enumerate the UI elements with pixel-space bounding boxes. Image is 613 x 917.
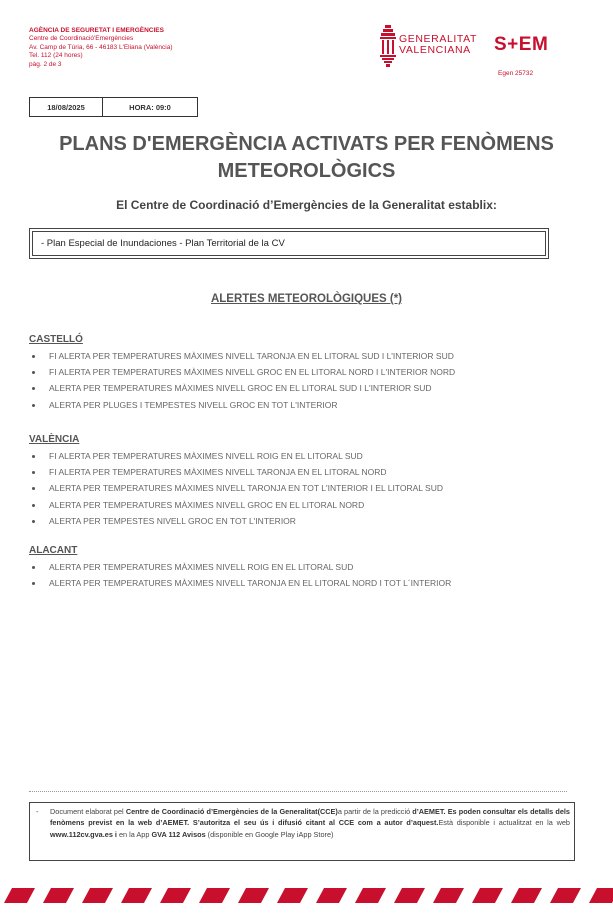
agency-info bbox=[29, 27, 172, 69]
region-valencia bbox=[29, 434, 589, 529]
region-castello bbox=[29, 334, 589, 413]
region-name: CASTELLÓ bbox=[29, 334, 83, 345]
page-title bbox=[20, 131, 593, 185]
alert-item: ALERTA PER TEMPERATURES MÀXIMES NIVELL GROC EN EL LITORAL SUD I L'INTERIOR SUD bbox=[29, 380, 589, 396]
egen-code: Egen 25732 bbox=[498, 70, 534, 77]
footer-text-2: a partir de la predicció bbox=[337, 807, 413, 816]
alert-item: ALERTA PER PLUGES I TEMPESTES NIVELL GROC EN TOT L'INTERIOR bbox=[29, 397, 589, 413]
alert-item: FI ALERTA PER TEMPERATURES MÀXIMES NIVELL TARONJA EN EL LITORAL NORD bbox=[29, 464, 589, 480]
agency-address: Av. Camp de Túria, 66 - 46183 L'Eliana (València) bbox=[29, 43, 173, 51]
alert-item: ALERTA PER TEMPERATURES MÀXIMES NIVELL TARONJA EN EL LITORAL NORD I TOT L´INTERIOR bbox=[29, 575, 589, 591]
generalitat-logo bbox=[380, 25, 480, 67]
footer-disclaimer bbox=[29, 802, 575, 861]
page-number: pàg. 2 de 3 bbox=[29, 60, 62, 68]
footer-app-name: GVA 112 Avisos bbox=[151, 829, 206, 839]
alert-item: ALERTA PER TEMPERATURES MÀXIMES NIVELL ROIG EN EL LITORAL SUD bbox=[29, 559, 589, 575]
active-plans-text: - Plan Especial de Inundaciones - Plan Territorial de la CV bbox=[32, 231, 546, 256]
agency-name: AGÈNCIA DE SEGURETAT I EMERGÈNCIES bbox=[29, 27, 164, 34]
footer-bold-2: d’AEMET. Es poden consultar els detalls dels fenòmens previst en la web d’AEMET. S’autoritza el seu ús i difusió citant al CCE com a autor d’aquest. bbox=[50, 807, 570, 828]
alert-item: ALERTA PER TEMPERATURES MÀXIMES NIVELL TARONJA EN TOT L'INTERIOR I EL LITORAL SUD bbox=[29, 480, 589, 496]
alert-item: FI ALERTA PER TEMPERATURES MÀXIMES NIVELL TARONJA EN EL LITORAL SUD I L'INTERIOR SUD bbox=[29, 348, 589, 364]
page-title-line1: PLANS D'EMERGÈNCIA ACTIVATS PER FENÒMENS bbox=[59, 133, 554, 155]
page-title-line2: METEOROLÒGICS bbox=[217, 160, 396, 182]
gva-logo-line1: GENERALITAT bbox=[399, 33, 477, 45]
region-name: VALÈNCIA bbox=[29, 434, 80, 445]
alert-item: FI ALERTA PER TEMPERATURES MÀXIMES NIVELL ROIG EN EL LITORAL SUD bbox=[29, 448, 589, 464]
sem-logo: S+EM bbox=[494, 34, 549, 55]
footer-text-3: Està disponible i actualitzat en la web bbox=[438, 818, 570, 828]
report-date: 18/08/2025 bbox=[30, 98, 103, 116]
gva-logo-line2: VALENCIANA bbox=[399, 44, 471, 56]
alert-item: FI ALERTA PER TEMPERATURES MÀXIMES NIVELL GROC EN EL LITORAL NORD I L'INTERIOR NORD bbox=[29, 364, 589, 380]
decorative-stripe-band bbox=[0, 885, 613, 905]
gva-crest-icon bbox=[380, 25, 396, 67]
page-subtitle: El Centre de Coordinació d’Emergències de la Generalitat establix: bbox=[116, 198, 497, 212]
footer-separator bbox=[29, 791, 567, 792]
footer-text-5: (disponible en Google Play iApp Store) bbox=[205, 829, 334, 839]
region-alacant bbox=[29, 545, 589, 591]
footer-text-1: Document elaborat pel bbox=[50, 807, 126, 816]
agency-center: Centre de Coordinació'Emergències bbox=[29, 35, 134, 43]
gva-logo-text bbox=[399, 34, 477, 56]
agency-phone: Tel. 112 (24 hores) bbox=[29, 52, 83, 60]
footer-dash: - bbox=[36, 807, 39, 816]
footer-bold-1: Centre de Coordinació d’Emergències de la Generalitat(CCE) bbox=[125, 807, 338, 816]
alerts-heading-text: ALERTES METEOROLÒGIQUES (*) bbox=[210, 293, 403, 305]
footer-text-4: en la App bbox=[116, 829, 152, 839]
alerts-heading bbox=[20, 293, 593, 305]
footer-link-web[interactable]: www.112cv.gva.es i bbox=[50, 829, 117, 839]
alert-item: ALERTA PER TEMPESTES NIVELL GROC EN TOT L'INTERIOR bbox=[29, 513, 589, 529]
footer-text bbox=[34, 806, 570, 840]
active-plans-box bbox=[29, 228, 549, 259]
report-time: HORA: 09:0 bbox=[129, 102, 171, 112]
date-time-box bbox=[29, 97, 198, 117]
alert-item: ALERTA PER TEMPERATURES MÀXIMES NIVELL GROC EN EL LITORAL NORD bbox=[29, 497, 589, 513]
region-name: ALACANT bbox=[29, 545, 78, 556]
